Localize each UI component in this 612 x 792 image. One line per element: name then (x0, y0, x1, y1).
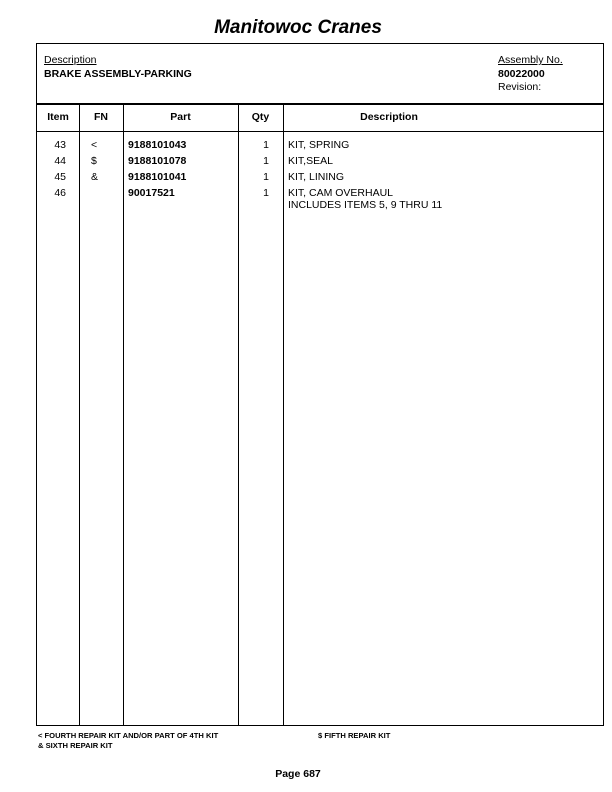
table-row (37, 155, 603, 171)
column-header-part: Part (170, 111, 191, 123)
part-number: 90017521 (128, 187, 175, 199)
description-label: Description (44, 54, 97, 66)
part-number: 9188101043 (128, 139, 187, 151)
legend-fifth-kit: $ FIFTH REPAIR KIT (318, 731, 391, 740)
document-title: Manitowoc Cranes (214, 17, 382, 38)
part-number: 9188101078 (128, 155, 187, 167)
part-description: KIT, SPRING (288, 139, 350, 151)
part-description: KIT, CAM OVERHAUL (288, 187, 394, 199)
fn-symbol: < (91, 139, 98, 151)
quantity: 1 (263, 155, 269, 167)
column-header-divider (37, 131, 603, 132)
parts-list-frame (36, 43, 604, 726)
column-header-fn: FN (94, 111, 108, 123)
item-number: 44 (54, 155, 66, 167)
quantity: 1 (263, 187, 269, 199)
item-number: 46 (54, 187, 66, 199)
fn-symbol: & (91, 171, 99, 183)
table-row (37, 139, 603, 155)
quantity: 1 (263, 139, 269, 151)
assembly-number-label: Assembly No. (498, 54, 563, 66)
legend-fourth-kit: < FOURTH REPAIR KIT AND/OR PART OF 4TH KIT (38, 731, 219, 740)
assembly-number: 80022000 (498, 68, 545, 80)
part-description: KIT,SEAL (288, 155, 333, 167)
quantity: 1 (263, 171, 269, 183)
column-header-item: Item (47, 111, 69, 123)
fn-symbol: $ (91, 155, 97, 167)
assembly-header (37, 44, 603, 105)
column-header-qty: Qty (251, 111, 270, 123)
table-row (37, 171, 603, 187)
column-header-description: Description (360, 111, 418, 123)
item-number: 45 (54, 171, 66, 183)
part-number: 9188101041 (128, 171, 187, 183)
part-description-note: INCLUDES ITEMS 5, 9 THRU 11 (288, 199, 443, 211)
page-number: Page 687 (275, 768, 321, 780)
legend-sixth-kit: & SIXTH REPAIR KIT (38, 741, 113, 750)
revision-label: Revision: (498, 81, 542, 93)
part-description: KIT, LINING (288, 171, 345, 183)
assembly-description: BRAKE ASSEMBLY-PARKING (44, 68, 192, 80)
table-row (37, 187, 603, 215)
item-number: 43 (54, 139, 66, 151)
